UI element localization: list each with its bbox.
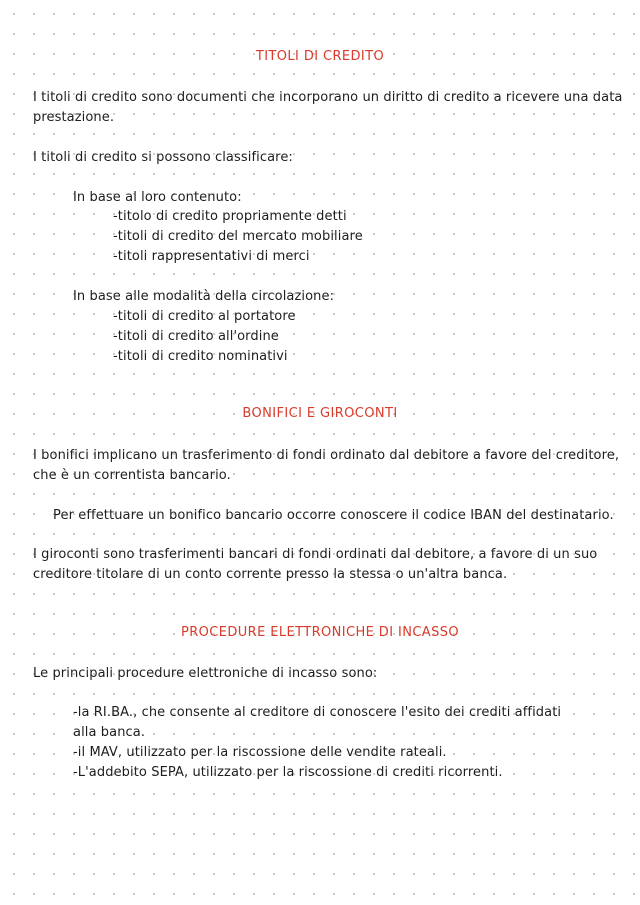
procedure-item-riba-line-2: alla banca. (73, 725, 146, 740)
titoli-classify-text: I titoli di credito si possono classificare: (33, 150, 293, 165)
heading-titoli-di-credito: TITOLI DI CREDITO (255, 49, 385, 64)
contenuto-item: -titolo di credito propriamente detti (113, 209, 347, 224)
heading-procedure-elettroniche: PROCEDURE ELETTRONICHE DI INCASSO (180, 625, 460, 640)
bonifici-p2: Per effettuare un bonifico bancario occorre conoscere il codice IBAN del destinatario. (53, 508, 614, 523)
bonifici-p1-line-1: I bonifici implicano un trasferimento di fondi ordinato dal debitore a favore del creditore, (33, 448, 620, 463)
heading-bonifici-e-giroconti: BONIFICI E GIROCONTI (242, 406, 398, 421)
procedure-intro: Le principali procedure elettroniche di incasso sono: (33, 666, 378, 681)
contenuto-item: -titoli rappresentativi di merci (113, 249, 310, 264)
procedure-item-riba-line-1: -la RI.BA., che consente al creditore di conoscere l'esito dei crediti affidati (73, 705, 562, 720)
circolazione-item: -titoli di credito al portatore (113, 309, 296, 324)
circolazione-item: -titoli di credito all'ordine (113, 329, 279, 344)
bonifici-p1-line-2: che è un correntista bancario. (33, 468, 231, 483)
circolazione-item: -titoli di credito nominativi (113, 349, 288, 364)
giroconti-p3-line-2: creditore titolare di un conto corrente presso la stessa o un'altra banca. (33, 567, 508, 582)
giroconti-p3-line-1: I giroconti sono trasferimenti bancari di fondi ordinati dal debitore, a favore di un suo (33, 547, 598, 562)
procedure-item-sepa: -L'addebito SEPA, utilizzato per la riscossione di crediti ricorrenti. (73, 765, 503, 780)
titoli-intro-line-2: prestazione. (33, 110, 115, 125)
circolazione-label: In base alle modalità della circolazione: (73, 289, 335, 304)
contenuto-item: -titoli di credito del mercato mobiliare (113, 229, 363, 244)
contenuto-label: In base al loro contenuto: (73, 190, 242, 205)
procedure-item-mav: -il MAV, utilizzato per la riscossione delle vendite rateali. (73, 745, 447, 760)
titoli-intro-line-1: I titoli di credito sono documenti che incorporano un diritto di credito a ricevere una data (33, 90, 623, 105)
